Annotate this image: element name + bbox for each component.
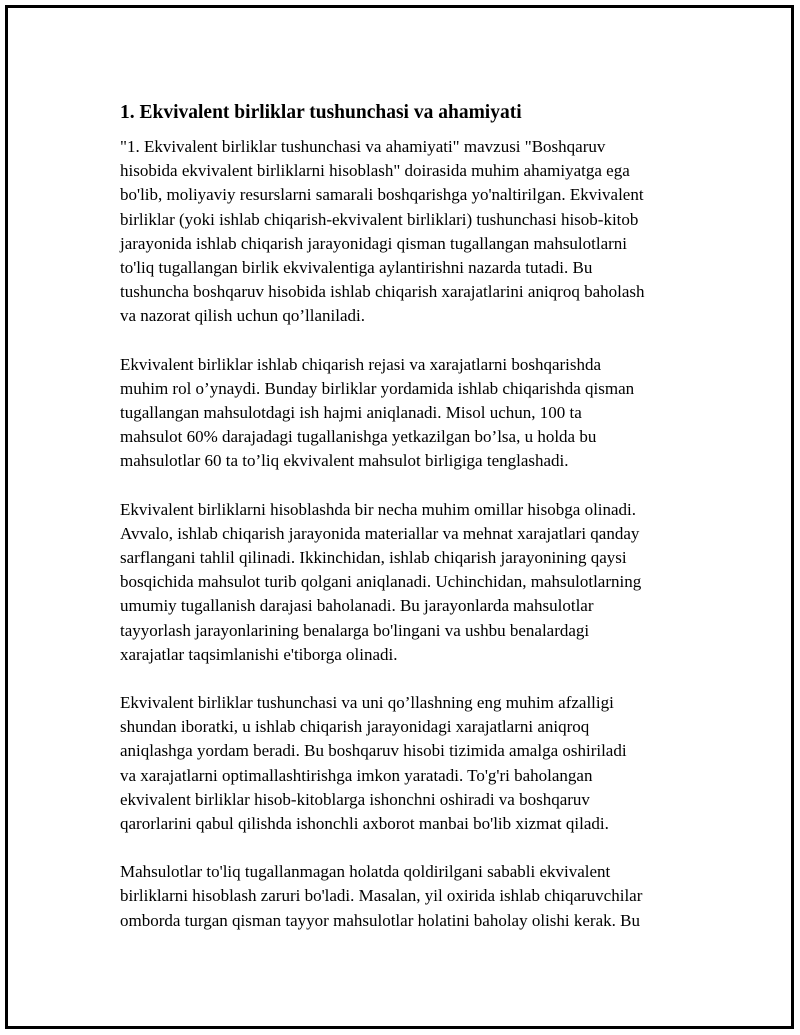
paragraph-line: muhim rol o’ynaydi. Bunday birliklar yordamida ishlab chiqarishda qisman [120,378,635,398]
paragraph-line: shundan iboratki, u ishlab chiqarish jarayonidagi xarajatlarni aniqroq [120,717,590,737]
paragraph-line: mahsulot 60% darajadagi tugallanishga yetkazilgan bo’lsa, u holda bu [120,427,597,447]
section-heading: 1. Ekvivalent birliklar tushunchasi va ahamiyati [120,102,522,123]
paragraph-line: Ekvivalent birliklar ishlab chiqarish rejasi va xarajatlarni boshqarishda [120,354,602,374]
paragraph-line: tugallangan mahsulotdagi ish hajmi aniqlanadi. Misol uchun, 100 ta [120,403,582,423]
paragraph-line: mahsulotlar 60 ta to’liq ekvivalent mahsulot birligiga tenglashadi. [120,451,569,471]
paragraph-line: bosqichida mahsulot turib qolgani aniqlanadi. Uchinchidan, mahsulotlarning [120,572,642,592]
paragraph-line: umumiy tugallanish darajasi baholanadi. Bu jarayonlarda mahsulotlar [120,596,594,616]
paragraph-line: hisobida ekvivalent birliklarni hisoblash" doirasida muhim ahamiyatga ega [120,161,630,181]
paragraph-line: aniqlashga yordam beradi. Bu boshqaruv hisobi tizimida amalga oshiriladi [120,741,627,761]
paragraph [120,353,700,474]
paragraph-line: to'liq tugallangan birlik ekvivalentiga aylantirishni nazarda tutadi. Bu [120,258,593,278]
paragraph [120,691,700,836]
paragraph-line: Ekvivalent birliklarni hisoblashda bir necha muhim omillar hisobga olinadi. [120,499,637,519]
paragraph-line: va nazorat qilish uchun qo’llaniladi. [120,306,366,326]
document-body [120,100,700,957]
paragraph-line: Ekvivalent birliklar tushunchasi va uni qo’llashning eng muhim afzalligi [120,693,614,713]
paragraph-line: xarajatlar taqsimlanishi e'tiborga olinadi. [120,644,398,664]
paragraph-line: tushuncha boshqaruv hisobida ishlab chiqarish xarajatlarini aniqroq baholash [120,282,645,302]
paragraph [120,498,700,667]
paragraph-line: omborda turgan qisman tayyor mahsulotlar holatini baholay olishi kerak. Bu [120,910,640,930]
paragraph-line: bo'lib, moliyaviy resurslarni samarali boshqarishga yo'naltirilgan. Ekvivalent [120,185,644,205]
paragraph-list [120,135,700,933]
paragraph-line: jarayonida ishlab chiqarish jarayonidagi qisman tugallangan mahsulotlarni [120,233,628,253]
paragraph-line: qarorlarini qabul qilishda ishonchli axborot manbai bo'lib xizmat qiladi. [120,814,609,834]
paragraph-line: birliklarni hisoblash zaruri bo'ladi. Masalan, yil oxirida ishlab chiqaruvchilar [120,886,643,906]
paragraph-line: Avvalo, ishlab chiqarish jarayonida materiallar va mehnat xarajatlari qanday [120,523,640,543]
page-frame [5,5,794,1029]
paragraph [120,135,700,329]
paragraph-line: ekvivalent birliklar hisob-kitoblarga ishonchni oshiradi va boshqaruv [120,789,590,809]
paragraph [120,860,700,933]
paragraph-line: birliklar (yoki ishlab chiqarish-ekvivalent birliklari) tushunchasi hisob-kitob [120,209,639,229]
paragraph-line: Mahsulotlar to'liq tugallanmagan holatda qoldirilgani sababli ekvivalent [120,862,611,882]
paragraph-line: sarflangani tahlil qilinadi. Ikkinchidan, ishlab chiqarish jarayonining qaysi [120,548,627,568]
paragraph-line: tayyorlash jarayonlarining benalarga bo'lingani va ushbu benalardagi [120,620,590,640]
paragraph-line: va xarajatlarni optimallashtirishga imkon yaratadi. To'g'ri baholangan [120,765,593,785]
paragraph-line: "1. Ekvivalent birliklar tushunchasi va ahamiyati" mavzusi "Boshqaruv [120,137,606,156]
